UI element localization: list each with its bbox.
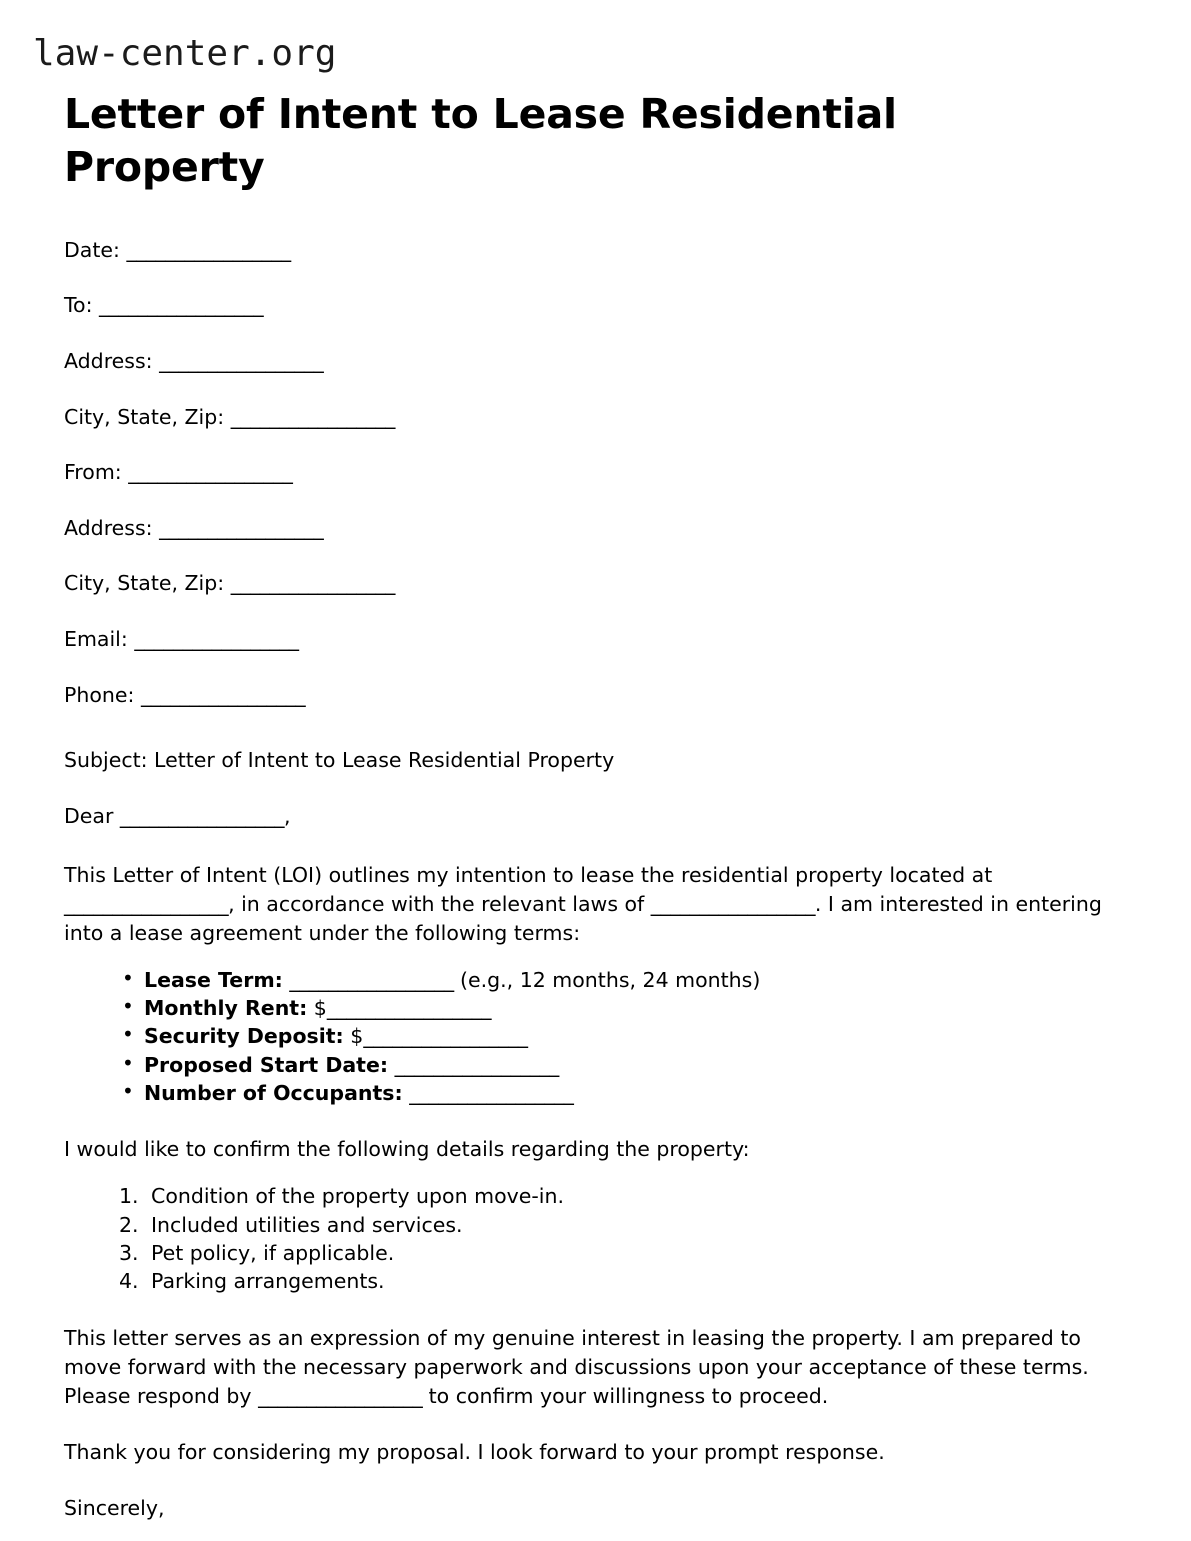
term-blank-proposed-start-date[interactable]: _________________ <box>394 1052 559 1077</box>
list-item: Included utilities and services. <box>151 1212 463 1237</box>
term-prefix-monthly-rent: $ <box>307 996 327 1021</box>
field-label-to: To: <box>64 293 93 318</box>
term-suffix-lease-term: (e.g., 12 months, 24 months) <box>453 967 761 992</box>
intro-text-part-1: This Letter of Intent (LOI) outlines my intention to lease the residential property located at <box>64 862 993 887</box>
term-blank-lease-term[interactable]: _________________ <box>289 967 454 992</box>
field-blank-sender-city-state-zip[interactable]: _________________ <box>230 571 395 596</box>
term-label-monthly-rent: Monthly Rent: <box>144 996 308 1021</box>
field-label-sender-city-state-zip: City, State, Zip: <box>64 571 225 596</box>
lease-terms-list <box>64 966 1124 1107</box>
term-label-lease-term: Lease Term: <box>144 967 283 992</box>
field-row-sender-city-state-zip <box>64 570 1124 597</box>
intro-blank-property-address[interactable]: _________________ <box>64 891 229 916</box>
salutation-prefix: Dear <box>64 804 120 829</box>
term-label-security-deposit: Security Deposit: <box>144 1024 344 1049</box>
field-row-sender-address <box>64 515 1124 542</box>
salutation-blank[interactable]: _________________ <box>119 804 284 829</box>
closing-paragraph <box>64 1324 1124 1411</box>
term-prefix-security-deposit: $ <box>343 1024 364 1049</box>
field-blank-phone[interactable]: _________________ <box>140 682 306 707</box>
list-item <box>122 994 1124 1022</box>
field-row-email <box>64 626 1124 653</box>
site-brand-watermark: law-center.org <box>33 33 337 74</box>
field-label-date: Date: <box>64 237 120 262</box>
field-row-from <box>64 459 1124 486</box>
list-item <box>122 1022 1124 1050</box>
confirm-details-lead: I would like to confirm the following details regarding the property: <box>64 1137 750 1162</box>
intro-text-part-3: . I am interested in entering into a lease agreement under the following terms: <box>64 891 1102 945</box>
term-blank-monthly-rent[interactable]: _________________ <box>326 996 491 1021</box>
field-label-recipient-city-state-zip: City, State, Zip: <box>64 404 225 429</box>
intro-paragraph <box>64 861 1124 948</box>
term-label-number-of-occupants: Number of Occupants: <box>144 1081 403 1106</box>
field-row-to <box>64 292 1124 319</box>
field-label-phone: Phone: <box>64 682 135 707</box>
field-label-from: From: <box>64 460 122 485</box>
document-content <box>64 88 1124 1523</box>
field-blank-recipient-city-state-zip[interactable]: _________________ <box>230 404 395 429</box>
field-row-recipient-city-state-zip <box>64 404 1124 431</box>
field-row-phone <box>64 682 1124 709</box>
field-row-date <box>64 237 1124 264</box>
list-item <box>122 1079 1124 1107</box>
salutation-suffix: , <box>283 804 291 829</box>
list-item <box>122 966 1124 994</box>
closing-blank-response-date[interactable]: _________________ <box>258 1383 423 1408</box>
field-label-sender-address: Address: <box>64 515 153 540</box>
term-blank-number-of-occupants[interactable]: _________________ <box>409 1081 574 1106</box>
field-label-email: Email: <box>64 627 128 652</box>
recipient-sender-fields <box>64 237 1124 709</box>
intro-blank-jurisdiction[interactable]: _________________ <box>650 891 815 916</box>
field-blank-email[interactable]: _________________ <box>134 627 299 652</box>
page-title: Letter of Intent to Lease Residential Property <box>64 90 897 192</box>
closing-text-part-1: This letter serves as an expression of my genuine interest in leasing the property. I am prepared to move forward with the necessary paperwork and discussions upon your acceptance of these terms. Please respond by <box>64 1325 1089 1408</box>
salutation-line <box>64 802 1124 831</box>
field-blank-sender-address[interactable]: _________________ <box>159 515 324 540</box>
field-blank-to[interactable]: _________________ <box>99 293 264 318</box>
list-item <box>122 1051 1124 1079</box>
subject-line: Subject: Letter of Intent to Lease Residential Property <box>64 748 615 773</box>
confirm-details-list <box>64 1182 1124 1295</box>
list-item: Parking arrangements. <box>151 1269 385 1294</box>
intro-text-part-2: , in accordance with the relevant laws of <box>228 891 651 916</box>
field-label-recipient-address: Address: <box>64 348 153 373</box>
field-blank-from[interactable]: _________________ <box>128 460 293 485</box>
field-blank-date[interactable]: _________________ <box>126 237 291 262</box>
field-blank-recipient-address[interactable]: _________________ <box>159 348 324 373</box>
closing-text-part-2: to confirm your willingness to proceed. <box>422 1383 829 1408</box>
signoff-line: Sincerely, <box>64 1495 165 1520</box>
term-label-proposed-start-date: Proposed Start Date: <box>144 1052 389 1077</box>
list-item: Condition of the property upon move-in. <box>151 1184 564 1209</box>
term-blank-security-deposit[interactable]: _________________ <box>363 1024 528 1049</box>
field-row-recipient-address <box>64 348 1124 375</box>
thank-you-paragraph: Thank you for considering my proposal. I look forward to your prompt response. <box>64 1439 885 1464</box>
list-item: Pet policy, if applicable. <box>151 1240 395 1265</box>
